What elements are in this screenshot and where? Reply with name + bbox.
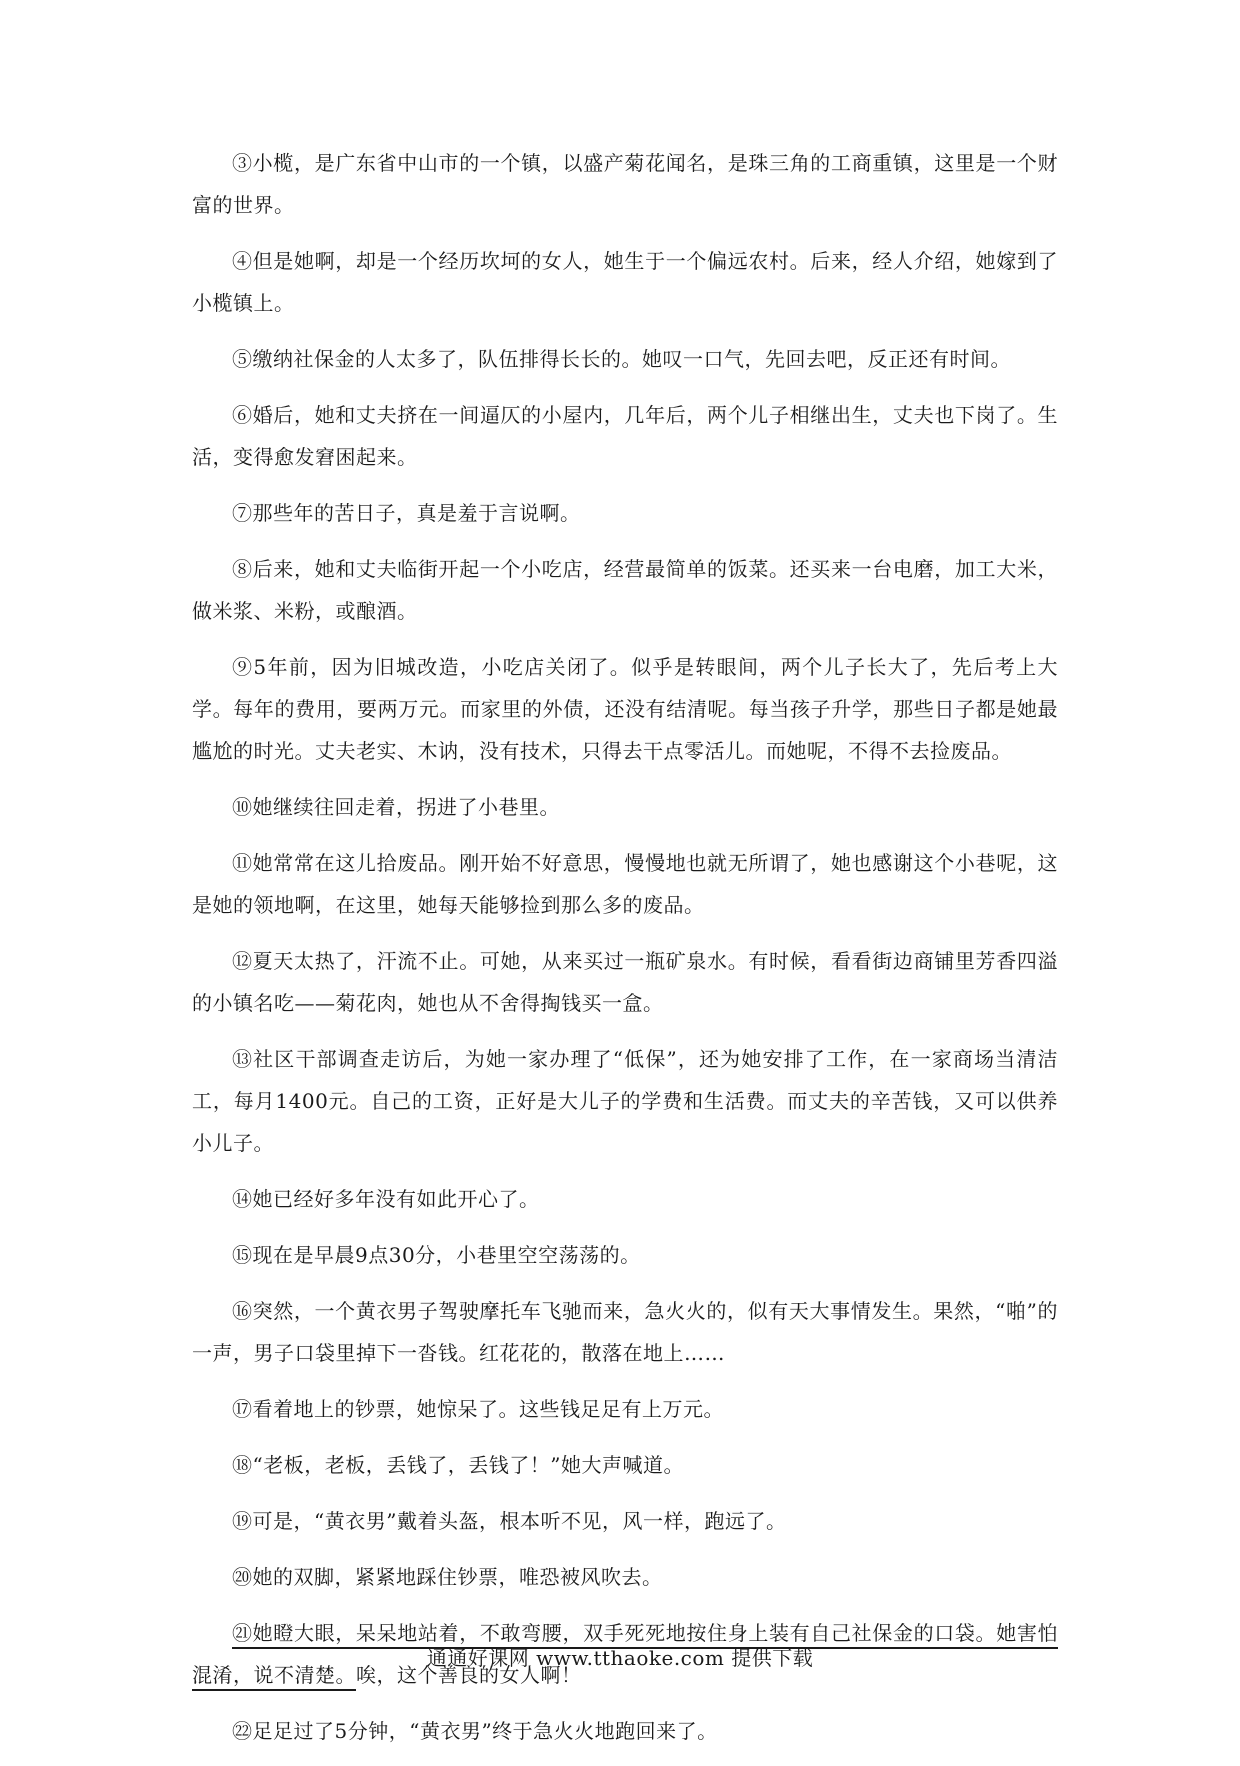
- paragraph-8: ⑧后来，她和丈夫临街开起一个小吃店，经营最简单的饭菜。还买来一台电磨，加工大米，做米浆、米粉，或酿酒。: [192, 557, 1058, 623]
- paragraph-20: ⑳她的双脚，紧紧地踩住钞票，唯恐被风吹去。: [232, 1565, 663, 1589]
- paragraph-15: ⑮现在是早晨9点30分，小巷里空空荡荡的。: [232, 1243, 641, 1267]
- paragraph-11: ⑪她常常在这儿拾废品。刚开始不好意思，慢慢地也就无所谓了，她也感谢这个小巷呢，这是她的领地啊，在这里，她每天能够捡到那么多的废品。: [192, 851, 1058, 917]
- paragraph-6: ⑥婚后，她和丈夫挤在一间逼仄的小屋内，几年后，两个儿子相继出生，丈夫也下岗了。生活，变得愈发窘困起来。: [192, 403, 1058, 469]
- article-body: [192, 142, 1058, 1766]
- paragraph-4: ④但是她啊，却是一个经历坎坷的女人，她生于一个偏远农村。后来，经人介绍，她嫁到了小榄镇上。: [192, 249, 1058, 315]
- paragraph-21-rest: 唉，这个善良的女人啊！: [356, 1663, 582, 1687]
- paragraph-3: ③小榄，是广东省中山市的一个镇，以盛产菊花闻名，是珠三角的工商重镇，这里是一个财富的世界。: [192, 151, 1058, 217]
- paragraph-9: ⑨5年前，因为旧城改造，小吃店关闭了。似乎是转眼间，两个儿子长大了，先后考上大学。每年的费用，要两万元。而家里的外债，还没有结清呢。每当孩子升学，那些日子都是她最尴尬的时光。丈夫老实、木讷，没有技术，只得去干点零活儿。而她呢，不得不去捡废品。: [192, 655, 1058, 763]
- paragraph-17: ⑰看着地上的钞票，她惊呆了。这些钱足足有上万元。: [232, 1397, 724, 1421]
- underlined-sentence: ㉑她瞪大眼，呆呆地站着，不敢弯腰，双手死死地按住身上装有自己社保金的口袋。她害怕混淆，说不清楚。: [192, 1621, 1058, 1687]
- paragraph-10: ⑩她继续往回走着，拐进了小巷里。: [232, 795, 560, 819]
- paragraph-7: ⑦那些年的苦日子，真是羞于言说啊。: [232, 501, 581, 525]
- paragraph-14: ⑭她已经好多年没有如此开心了。: [232, 1187, 540, 1211]
- paragraph-19: ⑲可是，“黄衣男”戴着头盔，根本听不见，风一样，跑远了。: [232, 1509, 787, 1533]
- page-footer: 通通好课网 www.tthaoke.com 提供下载: [426, 1646, 814, 1670]
- paragraph-16: ⑯突然，一个黄衣男子驾驶摩托车飞驰而来，急火火的，似有天大事情发生。果然，“啪”的一声，男子口袋里掉下一沓钱。红花花的，散落在地上……: [192, 1299, 1058, 1365]
- paragraph-12: ⑫夏天太热了，汗流不止。可她，从来买过一瓶矿泉水。有时候，看看街边商铺里芳香四溢的小镇名吃——菊花肉，她也从不舍得掏钱买一盒。: [192, 949, 1058, 1015]
- paragraph-13: ⑬社区干部调查走访后，为她一家办理了“低保”，还为她安排了工作，在一家商场当清洁工，每月1400元。自己的工资，正好是大儿子的学费和生活费。而丈夫的辛苦钱，又可以供养小儿子。: [192, 1047, 1058, 1155]
- paragraph-18: ⑱“老板，老板，丢钱了，丢钱了！”她大声喊道。: [232, 1453, 684, 1477]
- paragraph-22: ㉒足足过了5分钟，“黄衣男”终于急火火地跑回来了。: [232, 1719, 718, 1743]
- paragraph-5: ⑤缴纳社保金的人太多了，队伍排得长长的。她叹一口气，先回去吧，反正还有时间。: [232, 347, 1011, 371]
